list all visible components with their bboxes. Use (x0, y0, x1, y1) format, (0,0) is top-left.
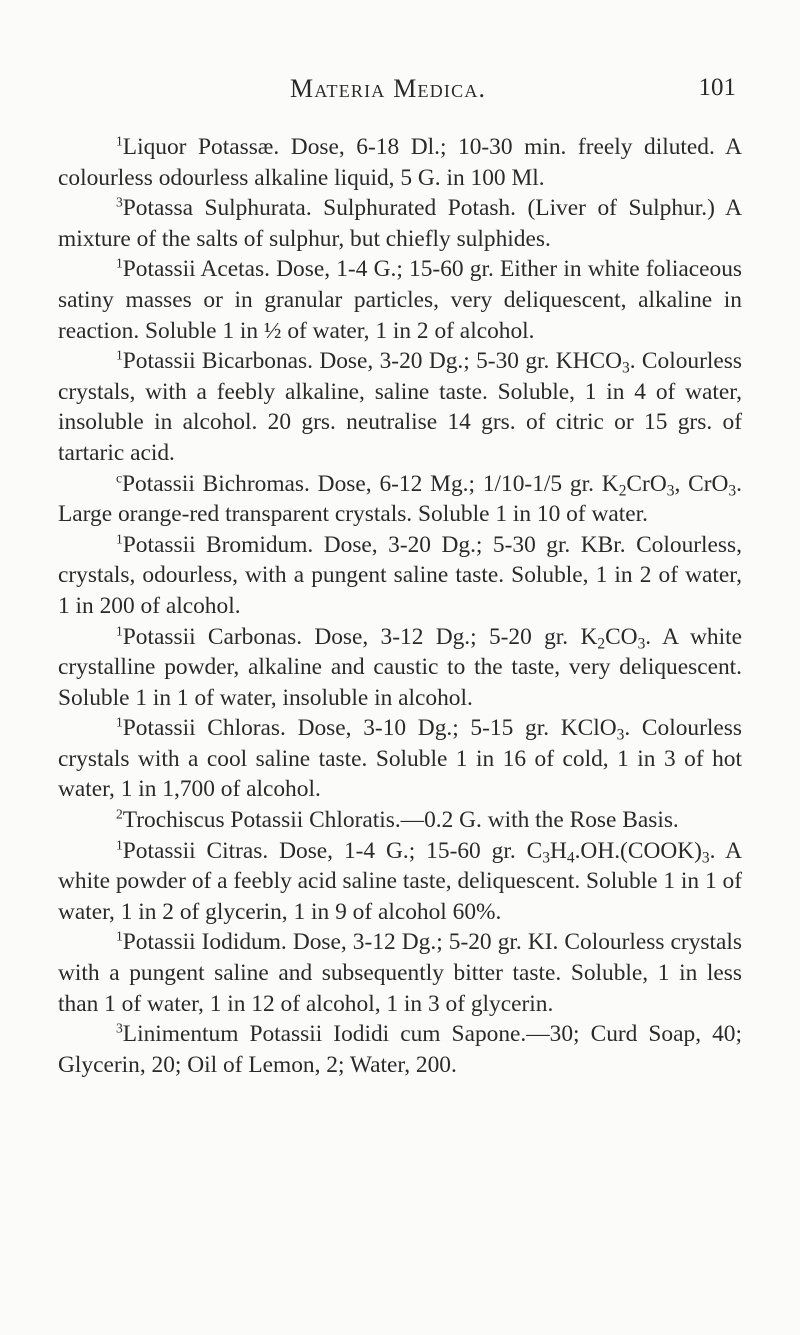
entry-marker: 1 (116, 929, 123, 945)
entry-text: Liquor Potassæ. Dose, 6-18 Dl.; 10-30 min. freely diluted. A colourless odourless alkaline liquid, 5 G. in 100 Ml. (58, 134, 742, 191)
chemical-subscript: 3 (622, 359, 630, 377)
entry-potassii-chloras (58, 713, 742, 805)
materia-medica-entries (58, 132, 742, 1080)
entry-text: . Large orange-red transparent crystals. Soluble 1 in 10 of water. (58, 470, 742, 528)
entry-potassii-bicarbonas (58, 346, 742, 468)
entry-potassii-iodidum (58, 927, 742, 1019)
chemical-subscript: 2 (618, 481, 627, 499)
entry-marker: 1 (116, 837, 123, 853)
chemical-subscript: 3 (637, 634, 646, 652)
entry-marker: 2 (116, 806, 123, 822)
entry-text: Trochiscus Potassii Chloratis.—0.2 G. with the Rose Basis. (122, 807, 679, 834)
entry-text: Potassii Bicarbonas. Dose, 3-20 Dg.; 5-30 gr. KHCO (122, 348, 623, 375)
entry-potassii-acetas (58, 254, 742, 346)
entry-marker: c (116, 470, 123, 486)
entry-marker: 1 (116, 531, 123, 547)
running-head (290, 74, 736, 108)
entry-text: Potassii Bichromas. Dose, 6-12 Mg.; 1/10-1/5 gr. K (122, 470, 619, 497)
entry-text: . Colourless crystals with a cool saline taste. Soluble 1 in 16 of cold, 1 in 3 of hot water, 1 in 1,700 of alcohol. (58, 715, 742, 803)
entry-text: CO (605, 623, 638, 650)
entry-text: CrO (626, 470, 667, 497)
entry-text: Linimentum Potassii Iodidi cum Sapone.—30; Curd Soap, 40; Glycerin, 20; Oil of Lemon, 2; Water, 200. (58, 1021, 742, 1078)
entry-potassii-carbonas (58, 622, 742, 714)
entry-text: .OH.(COOK) (574, 837, 702, 864)
entry-text: . A white powder of a feebly acid saline taste, deliquescent. Soluble 1 in 1 of water, 1 in 2 of glycerin, 1 in 9 of alcohol 60%. (58, 837, 743, 925)
page-number: 101 (698, 74, 736, 101)
entry-potassii-bichromas (58, 469, 742, 530)
entry-text: . A white crystalline powder, alkaline and caustic to the taste, very deliquescent. Soluble 1 in 1 of water, insoluble in alcohol. (58, 623, 742, 711)
entry-potassii-citras (58, 836, 742, 928)
entry-potassii-bromidum (58, 530, 742, 622)
entry-text: Potassii Chloras. Dose, 3-10 Dg.; 5-15 gr. KClO (122, 715, 617, 742)
entry-text: Potassii Citras. Dose, 1-4 G.; 15-60 gr. C (122, 837, 543, 864)
entry-text: Potassa Sulphurata. Sulphurated Potash. (Liver of Sulphur.) A mixture of the salts of sulphur, but chiefly sulphides. (58, 195, 742, 252)
entry-marker: 1 (116, 255, 123, 271)
entry-liquor-potassae (58, 132, 742, 193)
entry-text: . Colourless crystals, with a feebly alkaline, saline taste. Soluble, 1 in 4 of water, insoluble in alcohol. 20 grs. neutralise 14 grs. of citric or 15 grs. of tartaric acid. (58, 348, 742, 466)
chemical-subscript: 3 (542, 848, 550, 866)
entry-text: Potassii Bromidum. Dose, 3-20 Dg.; 5-30 gr. KBr. Colourless, crystals, odourless, with a pungent saline taste. Soluble, 1 in 2 of water, 1 in 200 of alcohol. (58, 531, 742, 619)
entry-trochiscus-potassii-chloratis (58, 805, 742, 836)
entry-text: , CrO (674, 470, 729, 497)
entry-marker: 3 (116, 194, 123, 210)
entry-text: Potassii Iodidum. Dose, 3-12 Dg.; 5-20 gr. KI. Colourless crystals with a pungent saline and subsequently bitter taste. Soluble, 1 in less than 1 of water, 1 in 12 of alcohol, 1 in 3 of glycerin. (58, 929, 742, 1017)
entry-potassa-sulphurata (58, 193, 742, 254)
chemical-subscript: 3 (701, 848, 710, 866)
entry-marker: 1 (116, 347, 123, 363)
entry-text: Potassii Carbonas. Dose, 3-12 Dg.; 5-20 gr. K (122, 623, 598, 650)
entry-marker: 3 (116, 1020, 123, 1036)
entry-text: H (549, 837, 567, 864)
entry-text: Potassii Acetas. Dose, 1-4 G.; 15-60 gr. Either in white foliaceous satiny masses or in granular particles, very deliquescent, alkaline in reaction. Soluble 1 in ½ of water, 1 in 2 of alcohol. (58, 256, 742, 344)
entry-marker: 1 (116, 133, 123, 149)
entry-marker: 1 (116, 623, 123, 639)
entry-marker: 1 (116, 714, 123, 730)
entry-linimentum-potassii-iodidi (58, 1019, 742, 1080)
chemical-subscript: 2 (597, 634, 606, 652)
chemical-subscript: 4 (566, 848, 575, 866)
chemical-subscript: 3 (616, 726, 625, 744)
running-title: Materia Medica. (290, 74, 487, 103)
chemical-subscript: 3 (728, 481, 737, 499)
chemical-subscript: 3 (666, 481, 675, 499)
